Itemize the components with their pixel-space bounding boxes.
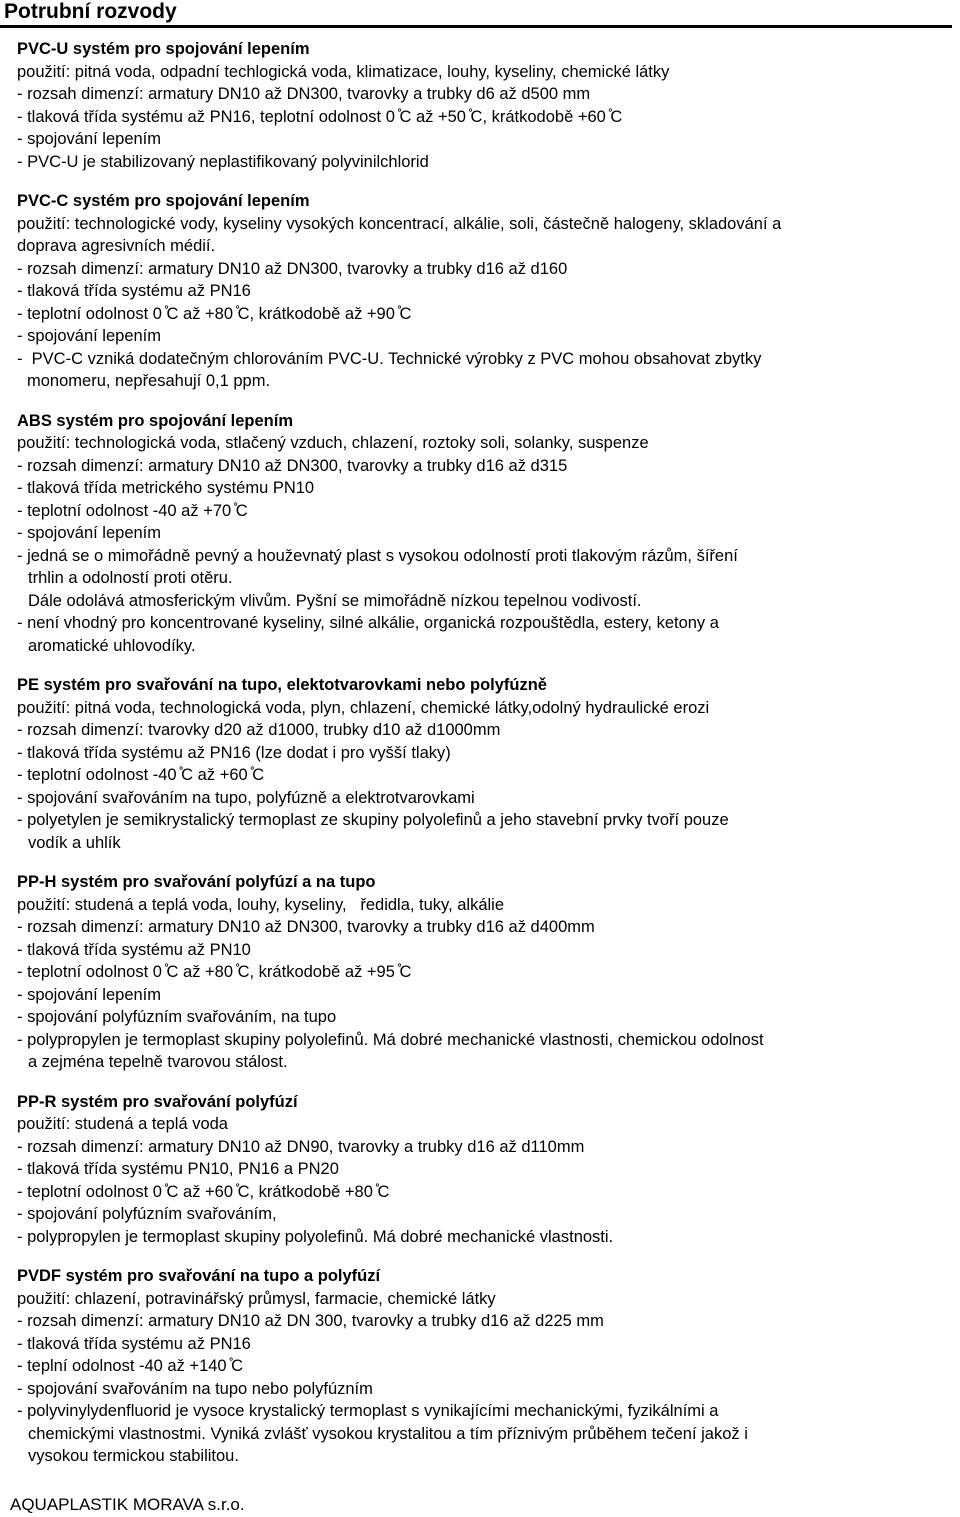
text-line: použití: pitná voda, technologická voda, plyn, chlazení, chemické látky,odolný hydraulické erozi: [17, 698, 710, 717]
section-pe: [17, 674, 947, 854]
text-line: - jedná se o mimořádně pevný a houževnatý plast s vysokou odolností proti tlakovým rázům, šíření: [17, 546, 738, 565]
text-line: - spojování lepením: [17, 130, 161, 148]
section-title: PP-R systém pro svařování polyfúzí: [17, 1092, 298, 1111]
text-line: - polyvinylydenfluorid je vysoce krystalický termoplast s vynikajícími mechanickými, fyzikálními a: [17, 1402, 719, 1420]
text-line: použití: technologické vody, kyseliny vysokých koncentrací, alkálie, soli, částečně halogeny, skladování a: [17, 214, 782, 233]
text-line: - tlaková třída systému až PN16 (lze dodat i pro vyšší tlaky): [17, 743, 451, 762]
section-title: PP-H systém pro svařování polyfúzí a na tupo: [17, 873, 376, 891]
text-line: - teplotní odolnost -40 až +70 ̊C: [17, 501, 248, 520]
text-line: vysokou termickou stabilitou.: [28, 1447, 239, 1465]
text-line: - spojování polyfúzním svařováním, na tupo: [17, 1008, 337, 1026]
text-line: - polypropylen je termoplast skupiny polyolefinů. Má dobré mechanické vlastnosti.: [17, 1227, 614, 1246]
section-title: PVC-U systém pro spojování lepením: [17, 40, 310, 58]
section-pvdf: [17, 1265, 947, 1468]
section-pp-h: [17, 871, 947, 1074]
text-line: - tlaková třída systému až PN10: [17, 940, 251, 959]
text-line: - rozsah dimenzí: armatury DN10 až DN300, tvarovky a trubky d16 až d315: [17, 456, 568, 475]
text-line: - tlaková třída metrického systému PN10: [17, 479, 315, 497]
section-pp-r: [17, 1091, 947, 1249]
text-line: - spojování lepením: [17, 985, 161, 1004]
text-line: - rozsah dimenzí: armatury DN10 až DN300, tvarovky a trubky d6 až d500 mm: [17, 85, 591, 103]
text-line: aromatické uhlovodíky.: [28, 636, 196, 655]
footer-company: AQUAPLASTIK MORAVA s.r.o.: [10, 1495, 245, 1514]
text-line: použití: pitná voda, odpadní techlogická voda, klimatizace, louhy, kyseliny, chemické látky: [17, 62, 670, 81]
section-pvc-c: [17, 190, 947, 393]
text-line: - PVC-U je stabilizovaný neplastifikovaný polyvinilchlorid: [17, 152, 429, 171]
section-title: PE systém pro svařování na tupo, elektotvarovkami nebo polyfúzně: [17, 676, 547, 694]
text-line: použití: chlazení, potravinářský průmysl, farmacie, chemické látky: [17, 1289, 496, 1308]
text-line: vodík a uhlík: [28, 833, 121, 852]
text-line: a zejména tepelně tvarovou stálost.: [28, 1053, 288, 1071]
text-line: - teplotní odolnost 0 ̊C až +80 ̊C, krátkodobě až +90 ̊C: [17, 304, 412, 323]
text-line: - teplní odolnost -40 až +140 ̊C: [17, 1357, 244, 1375]
text-line: - rozsah dimenzí: armatury DN10 až DN300, tvarovky a trubky d16 až d400mm: [17, 918, 595, 936]
section-title: ABS systém pro spojování lepením: [17, 411, 293, 430]
text-line: Dále odolává atmosferickým vlivům. Pyšní se mimořádně nízkou tepelnou vodivostí.: [28, 591, 642, 610]
text-line: - teplotní odolnost 0 ̊C až +80 ̊C, krátkodobě až +95 ̊C: [17, 963, 412, 981]
page-title: Potrubní rozvody: [0, 0, 952, 28]
text-line: - polypropylen je termoplast skupiny polyolefinů. Má dobré mechanické vlastnosti, chemickou odolnost: [17, 1030, 764, 1049]
text-line: použití: technologická voda, stlačený vzduch, chlazení, roztoky soli, solanky, suspenze: [17, 434, 649, 452]
text-line: - rozsah dimenzí: armatury DN10 až DN300, tvarovky a trubky d16 až d160: [17, 259, 568, 278]
text-line: - tlaková třída systému PN10, PN16 a PN20: [17, 1160, 339, 1178]
text-line: - teplotní odolnost 0 ̊C až +60 ̊C, krátkodobě +80 ̊C: [17, 1182, 390, 1201]
text-line: - teplotní odolnost -40 ̊C až +60 ̊C: [17, 766, 265, 784]
text-line: - polyetylen je semikrystalický termoplast ze skupiny polyolefinů a jeho stavební prvky tvoří pouze: [17, 811, 729, 829]
text-line: doprava agresivních médií.: [17, 237, 216, 255]
text-line: - tlaková třída systému až PN16: [17, 282, 251, 300]
text-line: - spojování svařováním na tupo, polyfúzně a elektrotvarovkami: [17, 788, 475, 807]
text-line: monomeru, nepřesahují 0,1 ppm.: [27, 372, 271, 390]
text-line: - tlaková třída systému až PN16: [17, 1334, 251, 1353]
text-line: - PVC-C vzniká dodatečným chlorováním PVC-U. Technické výrobky z PVC mohou obsahovat zbytky: [17, 349, 762, 368]
text-line: použití: studená a teplá voda, louhy, kyseliny, ředidla, tuky, alkálie: [17, 895, 505, 914]
text-line: - rozsah dimenzí: armatury DN10 až DN90, tvarovky a trubky d16 až d110mm: [17, 1137, 585, 1156]
text-line: - spojování lepením: [17, 327, 161, 345]
text-line: - tlaková třída systému až PN16, teplotní odolnost 0 ̊C až +50 ̊C, krátkodobě +60 ̊C: [17, 107, 623, 126]
text-line: chemickými vlastnostmi. Vyniká zvlášť vysokou krystalitou a tím příznivým průběhem tečení jakož i: [28, 1424, 748, 1443]
text-line: - rozsah dimenzí: armatury DN10 až DN 300, tvarovky a trubky d16 až d225 mm: [17, 1312, 604, 1330]
text-line: - spojování svařováním na tupo nebo polyfúzním: [17, 1379, 373, 1398]
text-line: - není vhodný pro koncentrované kyseliny, silné alkálie, organická rozpouštědla, estery, ketony a: [17, 614, 719, 632]
text-line: trhlin a odolností proti otěru.: [28, 569, 233, 587]
section-pvc-u: [17, 38, 947, 173]
text-line: - spojování polyfúzním svařováním,: [17, 1205, 277, 1223]
text-line: použití: studená a teplá voda: [17, 1115, 228, 1133]
document-body: [17, 38, 947, 1485]
section-title: PVDF systém pro svařování na tupo a polyfúzí: [17, 1267, 381, 1285]
text-line: - rozsah dimenzí: tvarovky d20 až d1000, trubky d10 až d1000mm: [17, 721, 501, 739]
text-line: - spojování lepením: [17, 524, 161, 542]
section-title: PVC-C systém pro spojování lepením: [17, 192, 310, 210]
section-abs: [17, 410, 947, 658]
